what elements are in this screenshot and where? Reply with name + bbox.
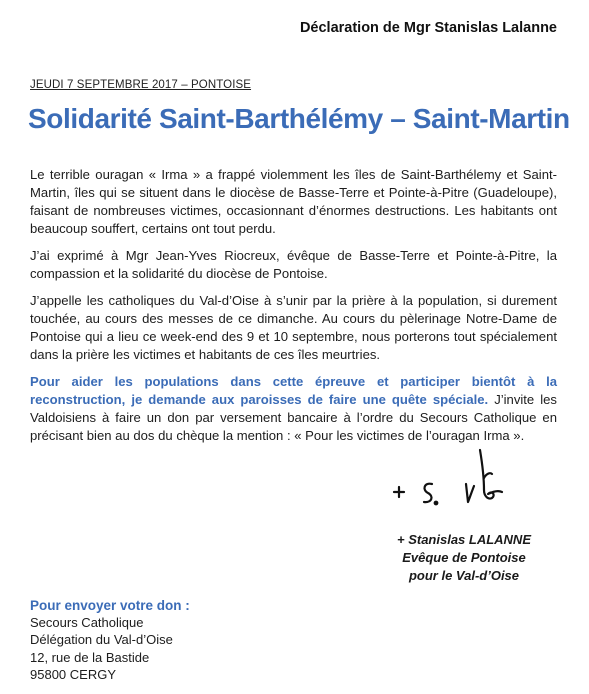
appeal-emphasis: Pour aider les populations dans cette épreuve et participer bientôt à la reconstruction, je demande aux paroisses de faire une quête spéciale. [30, 374, 557, 407]
signatory-role: Evêque de Pontoise [402, 550, 526, 565]
paragraph-4 [30, 373, 557, 445]
dateline: JEUDI 7 SEPTEMBRE 2017 – PONTOISE [30, 79, 252, 91]
paragraph-2: J’ai exprimé à Mgr Jean-Yves Riocreux, évêque de Basse-Terre et Pointe-à-Pitre, la compassion et la solidarité du diocèse de Pontoise. [30, 248, 557, 281]
donation-line: Secours Catholique [30, 615, 144, 631]
paragraph-3: J’appelle les catholiques du Val-d’Oise à s’unir par la prière à la population, si durement touchée, au cours des messes de ce dimanche. Au cours du pèlerinage Notre-Dame de Pontoise qui a lieu ce week-end des 9 et 10 septembre, nous porterons tout spécialement dans la prière les victimes et habitants de ces îles meurtries. [30, 293, 557, 362]
signature-block [397, 531, 531, 585]
statement-body [30, 166, 557, 454]
paragraph-1: Le terrible ouragan « Irma » a frappé violemment les îles de Saint-Barthélemy et Saint-Martin, îles qui se situent dans le diocèse de Basse-Terre et Pointe-à-Pitre (Guadeloupe), faisant de nombreuses victimes, occasionnant d’énormes destructions. Les habitants ont beaucoup souffert, certains ont tout perdu. [30, 167, 557, 236]
document-header: Déclaration de Mgr Stanislas Lalanne [299, 20, 557, 36]
signatory-diocese: pour le Val-d’Oise [408, 568, 520, 583]
donation-line: 95800 CERGY [30, 666, 116, 682]
donation-title: Pour envoyer votre don : [30, 598, 190, 613]
appeal-rest: J’invite les Valdoisiens à faire un don par versement bancaire à l’ordre du Secours Catholique en précisant bien au dos du chèque la mention : « Pour les victimes de l’ouragan Irma ». [30, 392, 557, 443]
signatory-name: + Stanislas LALANNE [396, 532, 531, 547]
handwritten-signature [388, 448, 508, 515]
signature-icon [388, 448, 508, 510]
donation-section [30, 597, 190, 683]
page-title: Solidarité Saint-Barthélémy – Saint-Martin [28, 103, 570, 134]
donation-line: 12, rue de la Bastide [30, 649, 150, 665]
donation-line: Délégation du Val-d’Oise [30, 632, 173, 648]
